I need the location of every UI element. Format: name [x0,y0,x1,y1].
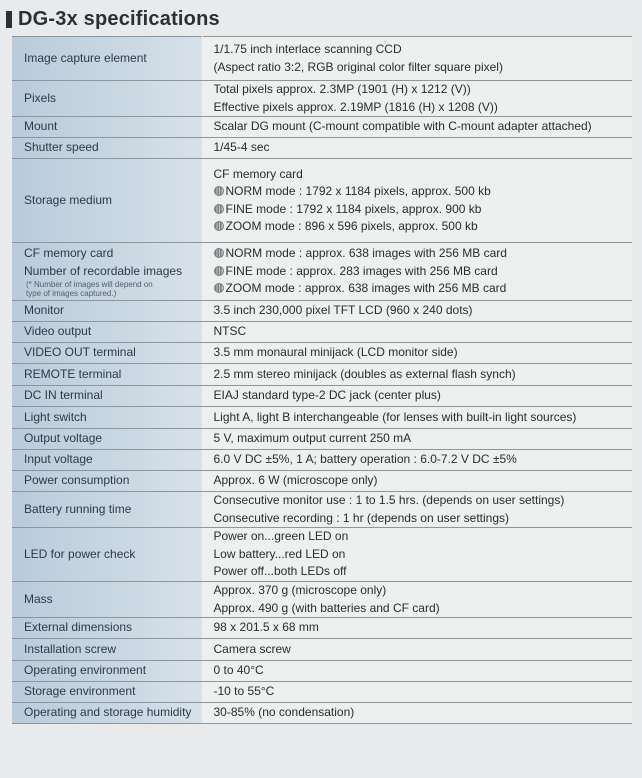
spec-value [202,618,632,639]
spec-value-text: Total pixels approx. 2.3MP (1901 (H) x 1212 (V)) [213,82,471,96]
spec-value-text: 3.5 mm monaural minijack (LCD monitor side) [213,345,458,360]
spec-table [12,36,632,724]
spec-row [12,81,632,117]
spec-value [202,407,632,429]
spec-row [12,301,632,322]
spec-label [12,343,202,364]
spec-label [12,639,202,661]
spec-value-text: 98 x 201.5 x 68 mm [213,620,319,635]
spec-label-line: Mass [24,591,53,606]
spec-label [12,159,202,243]
spec-label-line: Number of recordable images [24,263,183,278]
spec-value-text: Power off...both LEDs off [213,564,347,579]
spec-value-text: Low battery...red LED on [213,546,346,561]
spec-value-line [214,662,633,680]
spec-value-text: 6.0 V DC ±5%, 1 A; battery operation : 6.0-7.2 V DC ±5% [213,452,517,467]
spec-value-line [214,245,633,263]
spec-value-line [214,430,633,448]
spec-value [202,429,632,450]
spec-label [12,450,202,471]
spec-value [202,682,632,703]
spec-value-text: FINE mode : approx. 283 images with 256 MB card [225,263,498,278]
spec-value-text: Approx. 490 g (with batteries and CF card) [213,600,440,615]
spec-value-text: 0 to 40°C [213,663,264,678]
spec-label-line: Monitor [24,303,65,318]
spec-label-note: type of images captured.) [26,289,117,298]
spec-value [202,37,632,81]
spec-value-line [214,263,633,281]
spec-value-line [214,166,633,184]
spec-label-line: Input voltage [24,452,93,467]
spec-label [12,117,202,138]
spec-row [12,450,632,471]
spec-label-line: REMOTE terminal [24,366,122,381]
spec-row [12,582,632,618]
spec-label-line: Storage environment [24,684,136,699]
spec-value [202,364,632,386]
spec-label-line: VIDEO OUT terminal [24,345,136,360]
spec-row [12,429,632,450]
spec-value [202,582,632,618]
spec-label [12,322,202,343]
spec-value-line [214,582,633,600]
spec-value-text: Camera screw [213,641,291,656]
spec-value-line [214,451,633,469]
spec-value [202,492,632,528]
spec-label-note: (* Number of images will depend on [26,280,153,289]
spec-value-line [214,387,633,405]
spec-label [12,492,202,528]
spec-label-line: Pixels [24,90,57,105]
spec-row [12,618,632,639]
title-marker [6,11,12,28]
spec-value-text: Effective pixels approx. 2.19MP (1816 (H) x 1208 (V)) [213,99,498,114]
spec-label-line: Image capture element [24,50,147,65]
spec-value-line [214,302,633,320]
spec-row [12,703,632,724]
spec-label-line: Installation screw [24,641,117,656]
spec-row [12,492,632,528]
spec-row [12,243,632,301]
spec-label [12,37,202,81]
spec-value-text: Power on...green LED on [213,529,349,544]
spec-value-text: 2.5 mm stereo minijack (doubles as external flash synch) [213,366,516,381]
spec-label-line: Power consumption [24,473,130,488]
spec-label-line: Video output [24,324,92,339]
mode-bullet-icon [214,266,224,276]
spec-label-line: Operating and storage humidity [24,705,192,720]
spec-label [12,618,202,639]
spec-value [202,471,632,492]
spec-label [12,528,202,582]
spec-value-line [214,704,633,722]
spec-value-text: 3.5 inch 230,000 pixel TFT LCD (960 x 240 dots) [213,303,473,318]
page-title-text: DG-3x specifications [18,7,220,30]
spec-label [12,703,202,724]
spec-value [202,322,632,343]
spec-row [12,682,632,703]
spec-value-line [214,409,633,427]
spec-label [12,429,202,450]
spec-value [202,159,632,243]
spec-label-line: Mount [24,119,58,134]
spec-value [202,528,632,582]
spec-value-line [214,323,633,341]
spec-value-text: NTSC [213,324,247,339]
spec-table-body [12,37,632,724]
spec-value [202,301,632,322]
spec-value-line [214,472,633,490]
spec-value-text: ZOOM mode : 896 x 596 pixels, approx. 500 kb [225,219,478,233]
spec-label [12,682,202,703]
spec-value-text: NORM mode : approx. 638 images with 256 MB card [225,246,507,261]
spec-value [202,343,632,364]
spec-value [202,386,632,407]
spec-value [202,450,632,471]
spec-label [12,364,202,386]
spec-label-line: External dimensions [24,620,133,635]
spec-label-line: Shutter speed [24,140,99,155]
spec-value-line [214,201,633,219]
spec-value-text: Scalar DG mount (C-mount compatible with C-mount adapter attached) [213,119,592,134]
spec-value-text: CF memory card [213,166,303,181]
spec-value-line [214,81,633,99]
spec-row [12,407,632,429]
spec-value-line [214,99,633,117]
spec-label [12,81,202,117]
spec-row [12,386,632,407]
spec-row [12,528,632,582]
spec-value-line [214,528,633,546]
spec-row [12,639,632,661]
mode-bullet-icon [214,204,224,214]
mode-bullet-icon [214,248,224,258]
spec-label [12,138,202,159]
spec-value [202,639,632,661]
spec-value-line [214,366,633,384]
spec-label [12,386,202,407]
spec-value [202,117,632,138]
spec-label [12,301,202,322]
spec-value [202,703,632,724]
spec-value-line [214,492,633,510]
spec-label-line: LED for power check [24,546,136,561]
mode-bullet-icon [214,221,224,231]
spec-value-text: Approx. 370 g (microscope only) [213,583,387,597]
spec-row [12,364,632,386]
spec-label-line: Battery running time [24,501,132,516]
spec-row [12,343,632,364]
spec-value-line [214,183,633,201]
spec-row [12,471,632,492]
spec-value-text: 1/45-4 sec [213,140,270,155]
spec-value-text: 1/1.75 inch interlace scanning CCD [213,42,402,56]
spec-row [12,661,632,682]
spec-label-line: DC IN terminal [24,388,103,403]
spec-label-line: Storage medium [24,192,113,207]
spec-value-line [214,546,633,564]
spec-value-text: NORM mode : 1792 x 1184 pixels, approx. 500 kb [225,184,491,198]
spec-row [12,159,632,243]
spec-value-line [214,280,633,298]
spec-value-text: Consecutive monitor use : 1 to 1.5 hrs. (depends on user settings) [213,493,565,507]
page-title [6,6,220,32]
spec-label-line: Light switch [24,409,87,424]
spec-label [12,661,202,682]
spec-value-line [214,139,633,157]
spec-value-line [214,41,633,59]
spec-value-line [214,118,633,136]
spec-label [12,471,202,492]
spec-value-line [214,641,633,659]
spec-label-line: Operating environment [24,663,147,678]
spec-value-text: FINE mode : 1792 x 1184 pixels, approx. 900 kb [225,201,482,216]
spec-label [12,407,202,429]
spec-value-text: Light A, light B interchangeable (for lenses with built-in light sources) [213,409,577,424]
mode-bullet-icon [214,186,224,196]
spec-value-text: EIAJ standard type-2 DC jack (center plus) [213,388,441,403]
spec-value-text: 5 V, maximum output current 250 mA [213,431,412,446]
spec-value-line [214,600,633,618]
spec-value-text: 30-85% (no condensation) [213,705,355,720]
spec-value-text: Approx. 6 W (microscope only) [213,473,378,488]
spec-label-line: Output voltage [24,431,103,446]
spec-label [12,582,202,618]
mode-bullet-icon [214,283,224,293]
spec-value [202,661,632,682]
spec-value [202,243,632,301]
spec-row [12,117,632,138]
spec-value [202,138,632,159]
spec-value-text: -10 to 55°C [213,684,275,699]
spec-value-line [214,619,633,637]
spec-value-line [214,218,633,236]
spec-value-line [214,683,633,701]
spec-row [12,138,632,159]
spec-value-line [214,510,633,528]
spec-value-text: ZOOM mode : approx. 638 images with 256 MB card [225,281,507,296]
spec-row [12,322,632,343]
spec-value-line [214,344,633,362]
spec-row [12,37,632,81]
spec-label [12,243,202,301]
spec-value-line [214,563,633,581]
spec-value-text: Consecutive recording : 1 hr (depends on user settings) [213,510,509,525]
spec-value [202,81,632,117]
spec-value-text: (Aspect ratio 3:2, RGB original color filter square pixel) [213,59,503,74]
spec-label-line: CF memory card [24,246,114,260]
spec-value-line [214,59,633,77]
